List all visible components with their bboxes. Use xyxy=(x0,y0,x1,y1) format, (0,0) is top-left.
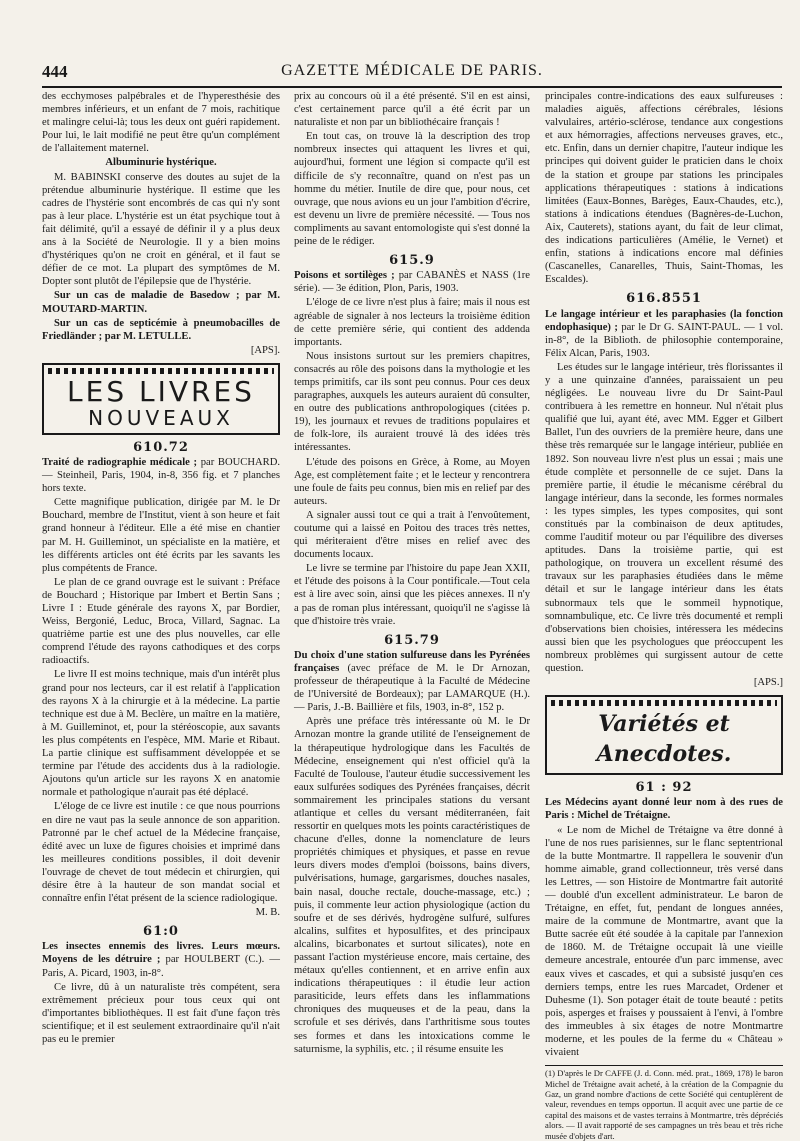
poisons-entry xyxy=(294,269,530,295)
banner-livres: LES LIVRES xyxy=(67,374,255,408)
footnote: (1) D'après le Dr CAFFE (J. d. Conn. méd. prat., 1869, 178) le baron Michel de Trétaigne avait acheté, à la création de la Compagnie du Gaz, un grand nombre d'actions de cette Société qui centuplèrent de valeur, revendues en temps opportun. Il acquit avec une partie de ce capital des maisons et de vastes terrains à Montmartre, très dépréciés alors. — Il avait rapporté de ses campagnes un très beau et très riche musée d'objets d'art. xyxy=(545,1065,783,1141)
poisons-ref: par CABANÈS et NASS (1re série). — 3e édition, Plon, Paris, 1903. xyxy=(294,270,530,295)
langage-p1: Les études sur le langage intérieur, très florissantes il y a une quinzaine d'années, paraissaient un peu négligées. Le nouveau livre du Dr Saint-Paul contribuera à les remettre en honneur. Nul n'était plus qualifié que lui, ayant été, avec MM. Egger et Gilbert Ballet, l'un des ouvriers de la première heure, dans une thèse très remarquée sur le langage intérieur, publiée en 1892. Son nouveau livre n'est plus un essai ; mais une étude complète et personnelle de ce sujet. Dans la première partie, il étudie le mécanisme cérébral du langage intérieur, dans la seconde, les formes normales : les types simples, les types composites, qui sont constitués par la combinaison de deux aptitudes, comme l'auditif moteur ou par l'équilibre des diverses aptitudes. Dans la troisième partie, qui est pathologique, on trouvera un excellent résumé des travaux sur les paraphasies étudiées dans le même détail et sur le langage intérieur dans les états subnormaux tels que le sommeil hypnotique, somnambulique, etc. Ce livre très documenté et rempli d'observations bien choisies, intéressera les médecins aussi bien que les psychologues que préoccupent les nombreux problèmes qui surgissent autour de cette question. xyxy=(545,361,783,675)
banner-varietes: Variétés et Anecdotes. xyxy=(596,711,732,768)
signature-aps-2: [APS.] xyxy=(753,677,783,689)
column-left xyxy=(42,90,280,1045)
insectes-p2: En tout cas, on trouve là la description des trop nombreux insectes qui attaquent les livres et qui, aujourd'hui, forment une légion si compacte qu'il est difficile de s'y reconnaître, quand on n'est pas un homme du métier. Inutile de dire que, pour nous, cet ouvrage, que nous avions eu un jour l'ambition d'écrire, est devenu un livre de première nécessité. — Tous nos compliments au savant entomologiste qui s'est donné la peine de le rédiger. xyxy=(294,131,530,248)
radio-p2: Le plan de ce grand ouvrage est le suivant : Préface de Bouchard ; Historique par Imbert et Bertin Sans ; Livre I : Etude générale des rayons X, par Bordier, Weiss, Bergonié, Leduc, Broca, Villard, Sagnac. La quatrième partie est une des plus nouvelles, car elle comprend l'étude des rayons cathodiques et des corps radioactifs. xyxy=(42,576,280,667)
cure-ref: (avec préface de M. le Dr Arnozan, professeur de thérapeutique à la Faculté de Médecine de l'Université de Bordeaux); par LAMARQUE (H.). — Paris, J.-B. Baillière et fils, 1903, in-8°, 152 p. xyxy=(294,662,530,714)
banner-nouveaux: NOUVEAUX xyxy=(88,405,234,430)
poisons-title: Poisons et sortilèges ; xyxy=(294,270,395,282)
radio-p4: L'éloge de ce livre est inutile : ce que nous pourrions en dire ne vaut pas la seule annonce de son apparition. Patronné par le chef actuel de la Médecine française, édité avec un luxe de figures choisies et imprimé dans les meilleures conditions possibles, il doit devenir l'ouvrage de chevet de tout médecin et chirurgien, qui désire être à la hauteur de son mandat social et connaître enfin l'état présent de la science radiologique. xyxy=(42,801,280,905)
medecins-title: Les Médecins ayant donné leur nom à des rues de Paris : Michel de Trétaigne. xyxy=(545,797,783,822)
classification-616: 616.8551 xyxy=(626,291,702,307)
medecins-p1: « Le nom de Michel de Trétaigne va être donné à l'une de nos rues parisiennes, sur le flanc septentrional de la butte Montmartre. Il rappellera le souvenir d'un homme aimable, grand collectionneur, très versé dans les Lettres, — son Histoire de Montmartre fait autorité — doublé d'un excellent administrateur. Le baron de Trétaigne, en effet, fut, pendant de longues années, maire de la commune de Montmartre, avant que la Butte sacrée eût été soudée à la capitale par l'annexion de 1860. M. de Trétaigne occupait là une vieille demeure ancestrale, entourée d'un parc immense, avec eaux vives et cascades, et qui a subsisté jusqu'en ces derniers temps, entre les rues Marcadet, Ordener et Duhesme (1). Son potager était de toute beauté : petits pois, asperges et fraises y poussaient à l'envi, à l'ombre des immeubles à six étages de notre Montmartre moderne, et les poules de la ferme du « Château » vivaient xyxy=(545,824,783,1059)
classification-61-0: 61:0 xyxy=(143,924,179,940)
banner-decoration-2 xyxy=(551,700,777,706)
intro-paragraph: des ecchymoses palpébrales et de l'hyperesthésie des membres inférieurs, et un enfant de 7 mois, rachitique et malingre celui-là; tous les deux ont guéri rapidement. Pour lui, le lait modifié ne peut être qu'un complément de l'allaitement maternel. xyxy=(42,91,280,155)
signature-mb: M. B. xyxy=(255,907,280,919)
radio-ref: par BOUCHARD. — Steinheil, Paris, 1904, in-8, 356 fig. et 7 planches hors texte. xyxy=(42,456,280,495)
classification-615-9: 615.9 xyxy=(389,253,435,269)
poisons-p1: L'éloge de ce livre n'est plus à faire; mais il nous est agréable de signaler à nos lecteurs la troisième édition de cette première série, qui contient des addenda importants. xyxy=(294,297,530,348)
poisons-p3: L'étude des poisons en Grèce, à Rome, au Moyen Age, est complètement faite ; et le lecteur y rencontrera une foule de faits peu connus, bien mis en relief par des auteurs. xyxy=(294,456,530,507)
radio-p1: Cette magnifique publication, dirigée par M. le Dr Bouchard, membre de l'Institut, vient à son heure et fait grand honneur à l'éditeur. Elle a été mise en chantier par M. H. Guilleminot, un spécialiste en la matière, et les différents articles ont été écrits par les savants les plus compétents de France. xyxy=(42,497,280,574)
poisons-p4: A signaler aussi tout ce qui a trait à l'envoûtement, coutume qui a laissé en Poitou des traces très nettes, qui mériteraient d'être mises en relief avec des documents locaux. xyxy=(294,509,530,561)
insectes-entry xyxy=(42,940,280,979)
septicemie-title: Sur un cas de septicémie à pneumobacilles de Friedländer ; par M. LETULLE. xyxy=(42,317,280,342)
classification-615-79: 615.79 xyxy=(384,632,440,648)
cure-p1: Après une préface très intéressante où M. le Dr Arnozan montre la grande utilité de l'enseignement de la thérapeutique hydrologique dans les Facultés de Médecine, enseignement qui n'est officiel qu'à la Faculté de Toulouse, l'auteur étudie successivement les eaux sulfurées sodiques des Pyrénées françaises, décrit sommairement les principales stations du versant atlantique et celles du versant méditerranéen, fait ressortir en quelques mots les points caractéristiques de chacune d'elles, donne la nomenclature de leurs propriétés chimiques et physiques, et passe en revue leurs divers modes d'emploi (boissons, bains divers, pulvérisations, humage, gargarismes, douches nasales, bain nasal, douche rectale, douche-massage, etc.) ; puis, il commente leur action physiologique (action du soufre et de ses dérivés, hydrogène sulfuré, sulfures alcalins, sulfites et hyposulfites, et des principaux alcalins, bicarbonates et surtout silicates), note en passant l'action mystérieuse encore, mais certaine, des métaux qu'elles contiennent, et en arrive enfin aux indications thérapeutiques : il étudie leur action parasiticide, leurs effets dans les inflammations chroniques des muqueuses et de la peau, dans la scrofule et ses dérivés, dans l'arthritisme sous toutes ses formes et dans les intoxications comme le saturnisme, la syphilis, etc. ; il résume ensuite les xyxy=(294,716,530,1055)
basedow-title: Sur un cas de maladie de Basedow ; par M. MOUTARD-MARTIN. xyxy=(42,290,280,315)
page-number: 444 xyxy=(42,62,68,81)
radio-p3: Le livre II est moins technique, mais d'un intérêt plus grand pour nos lecteurs, car il est relatif à l'application des rayons X à la chirurgie et à la médecine. La partie technique est due à M. Beclère, un maître en la matière, à M. Guilleminot, et, pour la stéréoscopie, aux savants les plus compétents en l'espèce, MM. Marie et Ribaut. La partie clinique est suffisamment développée et se termine par l'étude des accidents dus à la radiologie. Ajoutons qu'un article sur les rayons X en anatomie normale et pathologique n'aurait pas été déplacé. xyxy=(42,669,280,799)
varietes-banner xyxy=(545,695,783,775)
journal-title: GAZETTE MÉDICALE DE PARIS. xyxy=(281,62,543,79)
insectes-title: Les insectes ennemis des livres. Leurs mœurs. Moyens de les détruire ; xyxy=(42,941,280,966)
classification-610: 610.72 xyxy=(133,439,189,455)
radio-entry xyxy=(42,456,280,495)
poisons-p5: Le livre se termine par l'histoire du pape Jean XXII, et l'étude des poisons à la Cour pontificale.—Tout cela est à lire avec soin, ainsi que les pièces annexes. Il n'y a pas de roman plus intéressant, quoiqu'il ne s'agisse là que d'histoire très vraie. xyxy=(294,563,530,627)
radio-title: Traité de radiographie médicale ; xyxy=(42,456,198,468)
langage-title: Le langage intérieur et les paraphasies (la fonction endophasique) ; xyxy=(545,308,783,333)
classification-61-92: 61 : 92 xyxy=(635,780,693,796)
column-right xyxy=(545,90,783,1141)
page-header xyxy=(42,62,782,84)
cure-entry xyxy=(294,649,530,714)
cure-p1-cont: principales contre-indications des eaux sulfureuses : maladies aiguës, affections cérébrales, lésions valvulaires, artério-sclérose, tendance aux congestions et aux hémorragies, affections nerveuses graves, etc., etc. Enfin, dans un dernier chapitre, l'auteur indique les principes qui doivent guider le praticien dans le choix de la station et groupe par stations les principales applications thérapeutiques : stations à indications limitées (Eaux-Bonnes, Barèges, Eaux-Chaudes, etc.), stations à indications étendues (Bagnères-de-Luchon, Aix, Cauterets), stations ayant, du fait de leur climat, des indications particulières (Amélie, le Vernet) et enfin, stations à indications encore mal définies (Cascanelles, Canarelles, Thuis, Saint-Thomas, les Escaldes). xyxy=(545,91,783,286)
poisons-p2: Nous insistons surtout sur les premiers chapitres, consacrés au rôle des poisons dans la mythologie et les temps primitifs, car ils sont peu connus. Pour ces deux paragraphes, auxquels les auteurs auraient dû consulter, en outre des publications anthropologiques (citées p. 19), les journaux et revues de traditions populaires et de folk-lore, ils auraient trouvé là des idées très intéressantes. xyxy=(294,350,530,454)
insectes-p1: Ce livre, dû à un naturaliste très compétent, sera extrêmement précieux pour tous ceux qui ont d'importantes bibliothèques. Il est fait d'une façon très scientifique; et il est seulement extraordinaire qu'il n'ait pas eu le premier xyxy=(42,981,280,1045)
hysterie-paragraph: M. BABINSKI conserve des doutes au sujet de la prétendue albuminurie hystérique. Il estime que les cadres de l'hystérie sont encombrés de cas qui n'y sont pas à leur place. L'hystérie est un état psychique tout à fait délimité, qu'il a essayé de définir il y a plus deux ans à la Société de Neurologie. Il y a bien moins d'hystériques qu'on ne croit en général, et il faut se défier de ce mot. La plupart des symptômes de M. Dopter sont plutôt de l'épilepsie que de l'hystérie. xyxy=(42,171,280,288)
header-rule xyxy=(42,86,782,88)
langage-ref: par le Dr G. SAINT-PAUL. — 1 vol. in-8°, de la Biblioth. de philosophie contemporaine, Félix Alcan, Paris, 1903. xyxy=(545,321,783,359)
insectes-ref: par HOULBERT (C.). — Paris, A. Picard, 1903, in-8°. xyxy=(42,954,280,979)
hysterie-heading: Albuminurie hystérique. xyxy=(105,157,217,169)
signature-aps: [APS]. xyxy=(250,344,280,356)
cure-title: Du choix d'une station sulfureuse dans les Pyrénées françaises xyxy=(294,649,530,674)
banner-decoration xyxy=(48,368,274,374)
insectes-p1-cont: prix au concours où il a été présenté. S'il en est ainsi, c'est certainement parce qu'il a été écrit par un naturaliste et non par un bibliothécaire français ! xyxy=(294,91,530,129)
langage-entry xyxy=(545,308,783,360)
livres-nouveaux-banner xyxy=(42,363,280,435)
column-middle xyxy=(294,90,530,1055)
